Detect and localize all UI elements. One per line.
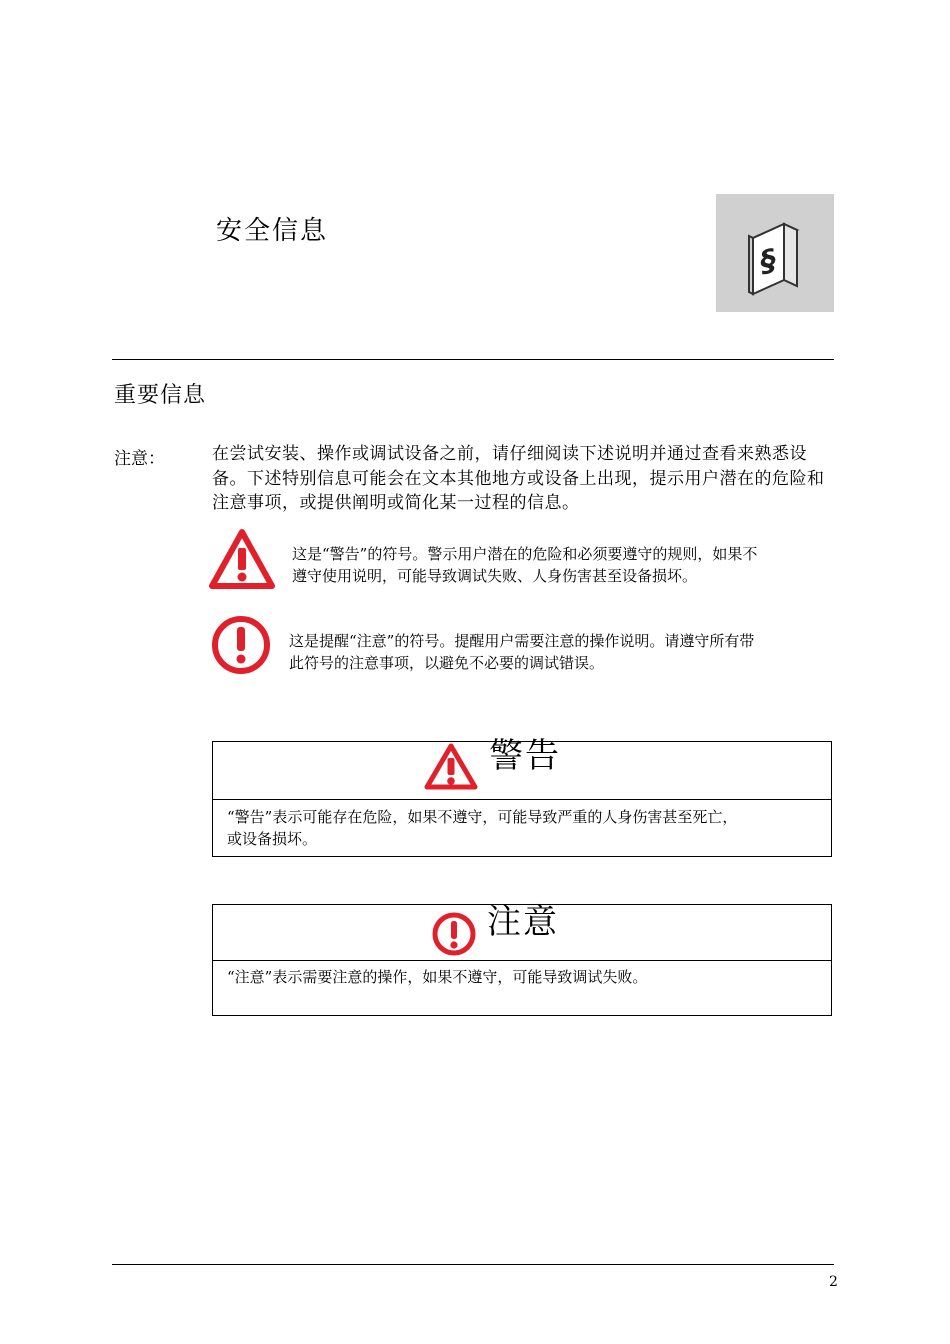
note-text: 在尝试安装、操作或调试设备之前，请仔细阅读下述说明并通过查看来熟悉设备。下述特别信息可能会在文本其他地方或设备上出现，提示用户潜在的危险和注意事项，或提供阐明或简化某一过程的信息。	[212, 444, 825, 513]
caution-box-line-1: “注意”表示需要注意的操作，如果不遵守，可能导致调试失败。	[227, 968, 648, 986]
warning-box	[212, 736, 832, 857]
caution-box-title: 注意	[487, 902, 559, 942]
caution-circle-icon	[431, 911, 477, 961]
warning-triangle-icon	[208, 528, 276, 594]
bottom-divider	[112, 1264, 834, 1265]
caution-box-header	[213, 902, 831, 961]
top-divider	[112, 359, 834, 360]
page-number: 2	[829, 1274, 838, 1290]
important-info-heading: 重要信息	[114, 383, 207, 408]
caution-symbol-line-1: 这是提醒“注意”的符号。提醒用户需要注意的操作说明。请遵守所有带	[289, 632, 755, 650]
caution-box	[212, 904, 832, 1016]
warning-symbol-line-2: 遵守使用说明，可能导致调试失败、人身伤害甚至设备损坏。	[292, 567, 698, 585]
warning-box-header	[213, 736, 831, 800]
caution-symbol-line-2: 此符号的注意事项，以避免不必要的调试错误。	[289, 654, 605, 672]
warning-box-text	[227, 806, 819, 850]
warning-symbol-line-1: 这是“警告”的符号。警示用户潜在的危险和必须要遵守的规则，如果不	[292, 545, 758, 563]
warning-box-title: 警告	[489, 736, 561, 776]
caution-box-text	[227, 966, 819, 988]
section-title: 安全信息	[216, 216, 329, 246]
note-label: 注意：	[114, 449, 165, 469]
warning-symbol-description	[292, 543, 832, 587]
caution-symbol-description	[289, 630, 829, 674]
legal-book-icon	[716, 194, 834, 312]
warning-box-line-1: “警告”表示可能存在危险，如果不遵守，可能导致严重的人身伤害甚至死亡，	[227, 808, 738, 826]
warning-triangle-icon	[423, 742, 479, 796]
caution-circle-icon	[210, 614, 272, 680]
warning-box-line-2: 或设备损坏。	[227, 830, 318, 848]
section-sign: §	[760, 242, 776, 281]
